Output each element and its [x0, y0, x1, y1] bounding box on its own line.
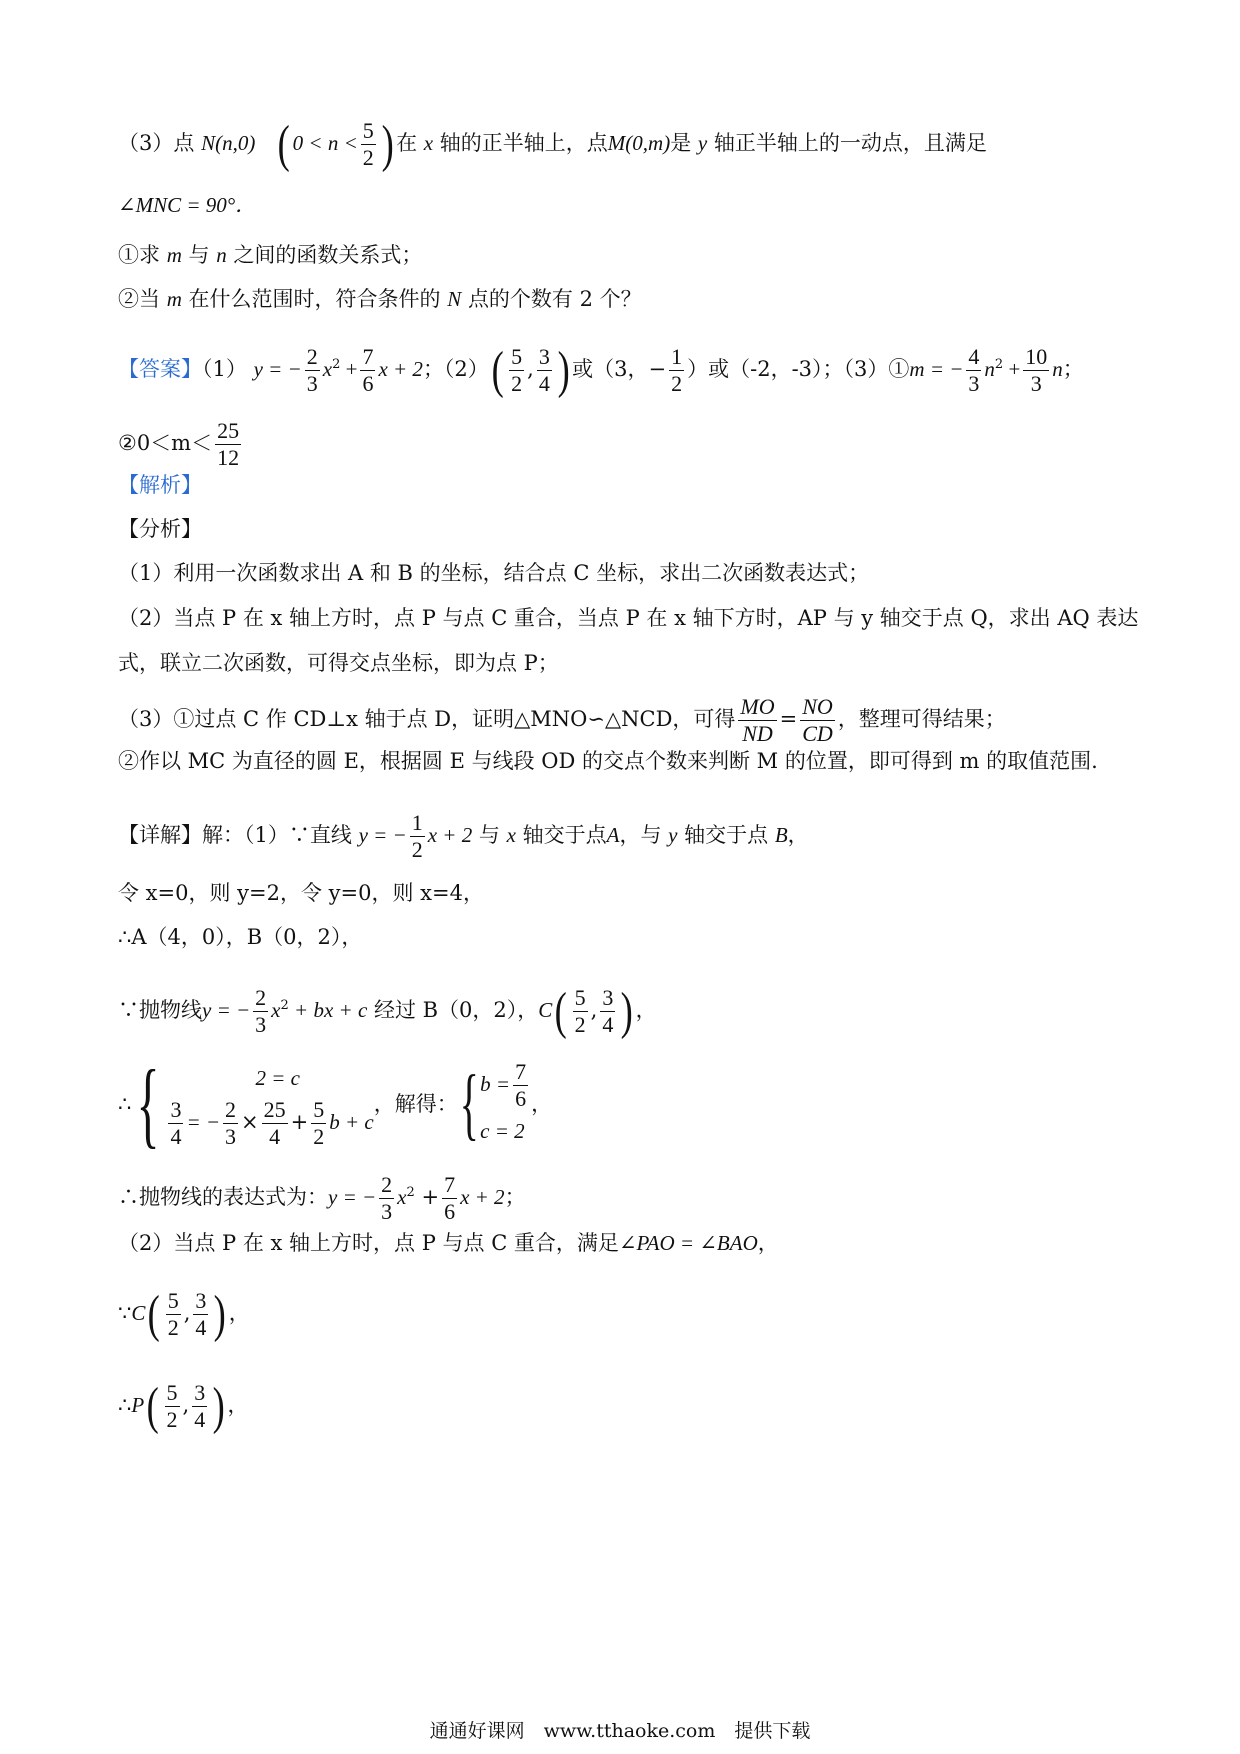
- answer-line: 【答案】（1） y = − $\frac{2}{3}$ $x^2$ + $\frac{7}{6}$ x + 2；（2）( $\frac{5}{2}$ , $\frac{3}{4}$ ) 或（3，− $\frac{1}{2}$ ）或（-2，-3）；（3）①m = − $\frac{4}{3}$ $n^2$ + $\frac{10}{3}$ n；: [118, 341, 1084, 399]
- part3-statement: （3）点 N(n,0) ( 0 < n < $\frac{5}{2}$ ) 在 x 轴的正半轴上，点M(0,m)是 y 轴正半轴上的一动点，且满足: [118, 115, 987, 173]
- analysis-3: （3）①过点 C 作 CD⊥x 轴于点 D，证明△MNO∽△NCD，可得 $\frac{MO}{ND}$ = $\frac{NO}{CD}$ ，整理可得结果；: [118, 694, 1006, 746]
- detail-line-1: 【详解】解：（1）∵直线 y = − $\frac{1}{2}$ x + 2 与 x 轴交于点A，与 y 轴交于点 B，: [118, 810, 809, 862]
- equation-system: ∴{ 2 = c $\frac{3}{4}$ = − $\frac{2}{3}$ × $\frac{25}{4}$ + $\frac{5}{2}$ b + c ，解得：{ b = $\frac{7}{6}$ c = 2 ，: [118, 1050, 553, 1157]
- parabola-expression: ∴抛物线的表达式为：y = − $\frac{2}{3}$ $x^2$ + $\frac{7}{6}$ x + 2；: [118, 1172, 526, 1224]
- detail-line-3: ∴A（4，0），B（0，2），: [118, 925, 363, 949]
- point-n: N(n,0): [201, 131, 256, 155]
- footer-source: 通通好课网 www.tthaoke.com 提供下载: [429, 1720, 811, 1742]
- point-p-line: ∴P( $\frac{5}{2}$ , $\frac{3}{4}$ ) ，: [118, 1377, 249, 1435]
- analysis-4: ②作以 MC 为直径的圆 E，根据圆 E 与线段 OD 的交点个数来判断 M 的位置，即可得到 m 的取值范围.: [118, 749, 1098, 773]
- question-2: ②当 m 在什么范围时，符合条件的 N 点的个数有 2 个？: [118, 287, 642, 311]
- detail-part2: （2）当点 P 在 x 轴上方时，点 P 与点 C 重合，满足∠PAO = ∠BAO，: [118, 1231, 779, 1255]
- detail-line-2: 令 x=0，则 y=2，令 y=0，则 x=4，: [118, 881, 484, 905]
- angle-condition: ∠MNC = 90°．: [118, 193, 257, 217]
- answer-tag: 【答案】: [118, 357, 202, 381]
- analysis-1: （1）利用一次函数求出 A 和 B 的坐标，结合点 C 坐标，求出二次函数表达式；: [118, 561, 870, 585]
- fenxi-tag: 【分析】: [118, 517, 202, 541]
- fraction: $\frac{5}{2}$: [362, 118, 374, 170]
- question-1: ①求 m 与 n 之间的函数关系式；: [118, 243, 423, 267]
- point-c-line: ∵C( $\frac{5}{2}$ , $\frac{3}{4}$ ) ，: [118, 1285, 250, 1343]
- jiexi-tag: 【解析】: [118, 473, 202, 497]
- point-m: M(0,m): [607, 131, 671, 155]
- analysis-2: （2）当点 P 在 x 轴上方时，点 P 与点 C 重合，当点 P 在 x 轴下方时，AP 与 y 轴交于点 Q，求出 AQ 表达: [118, 606, 1139, 630]
- analysis-2b: 式，联立二次函数，可得交点坐标，即为点 P；: [118, 651, 559, 675]
- detail-line-4: ∵抛物线y = − $\frac{2}{3}$ $x^2$ + bx + c 经过 B（0，2），C( $\frac{5}{2}$ , $\frac{3}{4}$ ) ，: [118, 982, 657, 1040]
- answer-range: ②0＜m＜ $\frac{25}{12}$: [118, 418, 240, 470]
